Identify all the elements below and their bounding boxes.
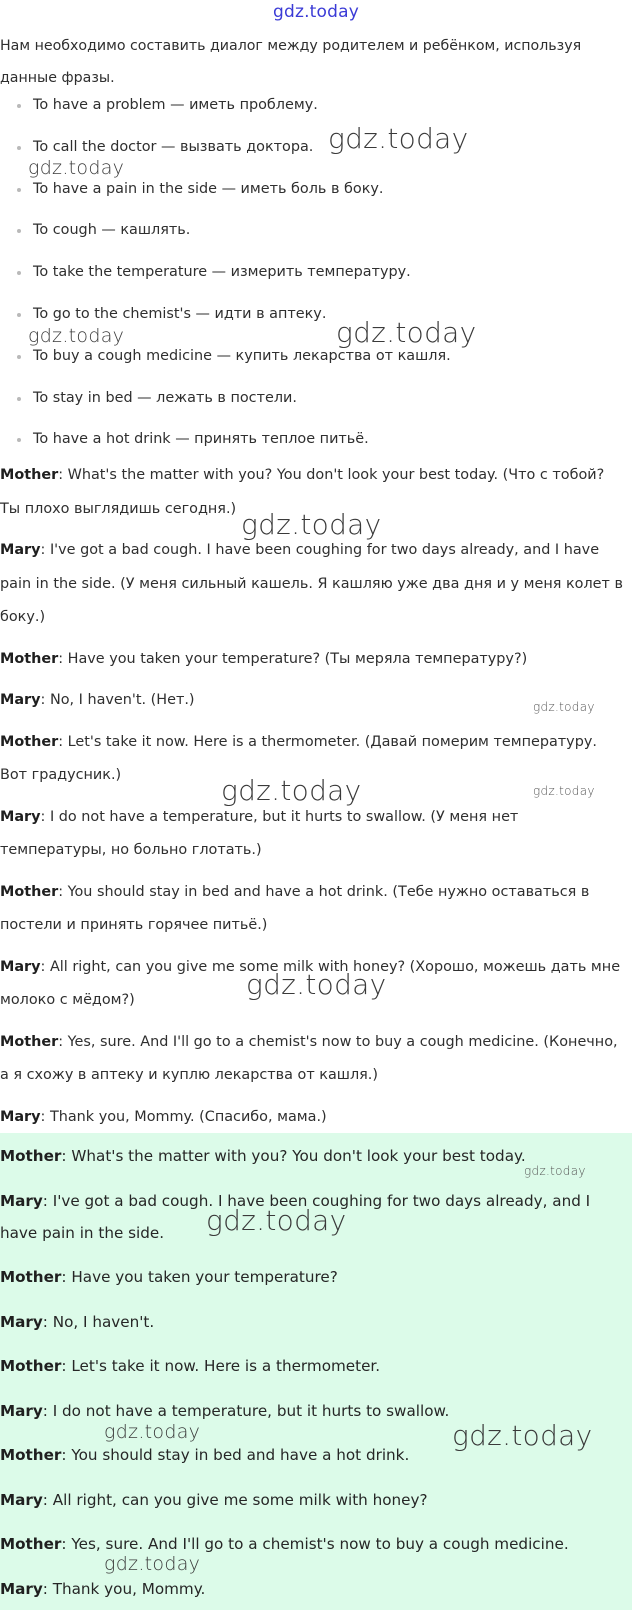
dialog-line (0, 876, 624, 943)
phrase-item: To stay in bed — лежать в постели. (0, 383, 620, 425)
watermark: gdz.today (28, 325, 125, 347)
line-text: : Let's take it now. Here is a thermometer. (Давай померим температуру. Вот градусник.) (0, 733, 597, 783)
speaker-name: Mother (0, 1147, 62, 1165)
line-text: : What's the matter with you? You don't look your best today. (Что с тобой? Ты плохо выглядишь сегодня.) (0, 467, 605, 517)
speaker-name: Mary (0, 1191, 43, 1210)
watermark: gdz.today (206, 1204, 347, 1237)
watermark: gdz.today (533, 784, 595, 798)
watermark: gdz.today (246, 968, 387, 1001)
dialog-line (0, 1261, 624, 1293)
line-text: : What's the matter with you? You don't look your best today. (61, 1147, 526, 1165)
watermark: gdz.today (533, 700, 595, 714)
speaker-name: Mother (0, 650, 59, 667)
line-text: : Yes, sure. And I'll go to a chemist's now to buy a cough medicine. (61, 1535, 569, 1553)
speaker-name: Mary (0, 1579, 43, 1598)
phrase-item: To cough — кашлять. (0, 215, 620, 257)
watermark: gdz.today (328, 122, 469, 155)
dialog-line (0, 1528, 624, 1560)
watermark: gdz.today (104, 1553, 201, 1575)
site-logo[interactable]: gdz.today (272, 2, 360, 22)
speaker-name: Mary (0, 1108, 41, 1125)
line-text: : I've got a bad cough. I have been coughing for two days already, and I have pain in the side. (У меня сильный кашель. Я кашляю уже два дня и у меня колет в боку.) (0, 542, 623, 625)
watermark: gdz.today (524, 1164, 586, 1178)
watermark: gdz.today (452, 1419, 593, 1452)
dialog-line (0, 1026, 624, 1093)
phrase-item: To have a hot drink — принять теплое питьё. (0, 424, 620, 466)
line-text: : You should stay in bed and have a hot drink. (61, 1446, 410, 1464)
phrase-item: To have a problem — иметь проблему. (0, 90, 620, 132)
line-text: : Yes, sure. And I'll go to a chemist's now to buy a cough medicine. (Конечно, а я схожу в аптеку и куплю лекарства от кашля.) (0, 1033, 618, 1083)
line-text: : Have you taken your temperature? (Ты меряла температуру?) (58, 650, 528, 667)
dialog-line (0, 1306, 624, 1338)
line-text: : I do not have a temperature, but it hurts to swallow. (42, 1401, 450, 1420)
phrase-item: To take the temperature — измерить температуру. (0, 257, 620, 299)
speaker-name: Mother (0, 1446, 62, 1464)
dialog-line (0, 1573, 624, 1605)
watermark: gdz.today (336, 316, 477, 349)
line-text: : Thank you, Mommy. (Спасибо, мама.) (40, 1108, 327, 1125)
line-text: : Have you taken your temperature? (61, 1268, 338, 1286)
dialog-line (0, 643, 624, 677)
dialog-line (0, 801, 624, 868)
line-text: : Let's take it now. Here is a thermometer. (61, 1357, 381, 1375)
task-intro: Нам необходимо составить диалог между родителем и ребёнком, используя данные фразы. (0, 38, 582, 86)
speaker-name: Mother (0, 1033, 59, 1050)
line-text: : No, I haven't. (Нет.) (40, 692, 195, 708)
watermark: gdz.today (104, 1421, 201, 1443)
phrase-item: To buy a cough medicine — купить лекарства от кашля. (0, 341, 620, 383)
line-text: : All right, can you give me some milk with honey? (Хорошо, можешь дать мне молоко с мёдом?) (0, 958, 621, 1008)
speaker-name: Mary (0, 542, 41, 558)
speaker-name: Mother (0, 733, 59, 750)
speaker-name: Mother (0, 1357, 62, 1375)
line-text: : I do not have a temperature, but it hurts to swallow. (У меня нет температуры, но больно глотать.) (0, 808, 519, 858)
speaker-name: Mother (0, 1535, 62, 1553)
dialog-line (0, 1350, 624, 1382)
phrase-item: To call the doctor — вызвать доктора. (0, 132, 620, 174)
dialog-line (0, 684, 624, 718)
line-text: : Thank you, Mommy. (42, 1579, 206, 1598)
line-text: : I've got a bad cough. I have been coughing for two days already, and I have pain in the side. (0, 1191, 591, 1242)
line-text: : You should stay in bed and have a hot drink. (Тебе нужно оставаться в постели и принять горячее питьё.) (0, 883, 590, 933)
speaker-name: Mary (0, 1401, 43, 1420)
line-text: : No, I haven't. (42, 1312, 155, 1331)
phrase-list (0, 90, 620, 466)
speaker-name: Mother (0, 467, 59, 483)
speaker-name: Mary (0, 958, 41, 975)
watermark: gdz.today (28, 157, 125, 179)
dialog-line (0, 1484, 624, 1516)
speaker-name: Mary (0, 808, 41, 825)
speaker-name: Mary (0, 1312, 43, 1331)
line-text: : All right, can you give me some milk with honey? (42, 1490, 428, 1509)
watermark: gdz.today (241, 508, 382, 541)
speaker-name: Mother (0, 883, 59, 900)
phrase-item: To go to the chemist's — идти в аптеку. (0, 299, 620, 341)
speaker-name: Mother (0, 1268, 62, 1286)
dialog-line (0, 1101, 624, 1135)
phrase-item: To have a pain in the side — иметь боль в боку. (0, 174, 620, 216)
speaker-name: Mary (0, 1490, 43, 1509)
dialog-line (0, 534, 624, 635)
watermark: gdz.today (221, 774, 362, 807)
speaker-name: Mary (0, 692, 41, 708)
